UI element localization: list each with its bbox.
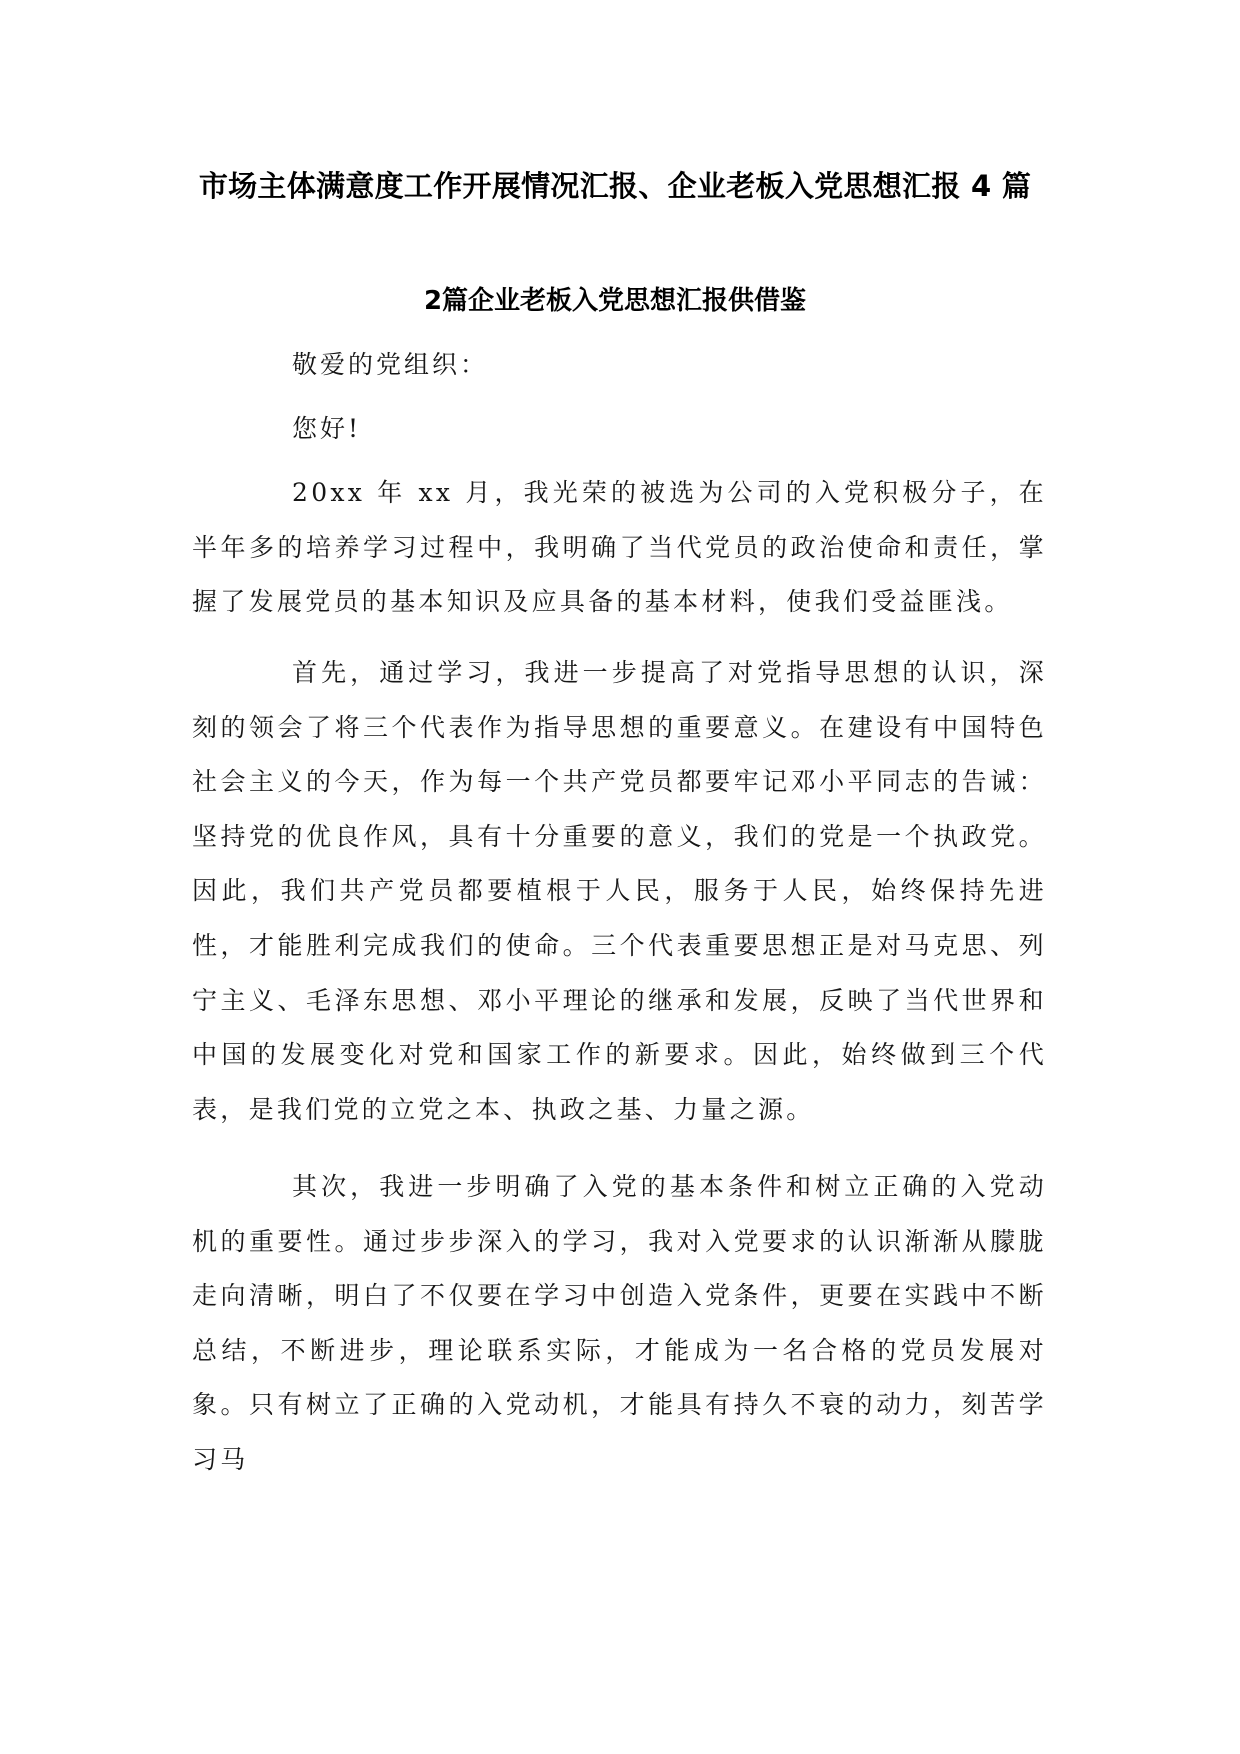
document-title: 市场主体满意度工作开展情况汇报、企业老板入党思想汇报 4 篇 bbox=[198, 169, 1032, 203]
greeting-line: 您好! bbox=[292, 414, 362, 443]
body-paragraph-3: 其次，我进一步明确了入党的基本条件和树立正确的入党动机的重要性。通过步步深入的学习，我对入党要求的认识渐渐从朦胧走向清晰，明白了不仅要在学习中创造入党条件，更要在实践中不断总结，不断进步，理论联系实际，才能成为一名合格的党员发展对象。只有树立了正确的入党动机，才能具有持久不衰的动力，刻苦学习马 bbox=[192, 1172, 1047, 1474]
salutation-line: 敬爱的党组织： bbox=[292, 350, 489, 379]
document-subtitle: 2篇企业老板入党思想汇报供借鉴 bbox=[423, 286, 807, 316]
body-paragraph-1: 20xx 年 xx 月，我光荣的被选为公司的入党积极分子，在半年多的培养学习过程中，我明确了当代党员的政治使命和责任，掌握了发展党员的基本知识及应具备的基本材料，使我们受益匪浅。 bbox=[192, 478, 1047, 617]
body-paragraph-2: 首先，通过学习，我进一步提高了对党指导思想的认识，深刻的领会了将三个代表作为指导思想的重要意义。在建设有中国特色社会主义的今天，作为每一个共产党员都要牢记邓小平同志的告诫：坚持党的优良作风，具有十分重要的意义，我们的党是一个执政党。因此，我们共产党员都要植根于人民，服务于人民，始终保持先进性，才能胜利完成我们的使命。三个代表重要思想正是对马克思、列宁主义、毛泽东思想、邓小平理论的继承和发展，反映了当代世界和中国的发展变化对党和国家工作的新要求。因此，始终做到三个代表，是我们党的立党之本、执政之基、力量之源。 bbox=[192, 658, 1047, 1124]
